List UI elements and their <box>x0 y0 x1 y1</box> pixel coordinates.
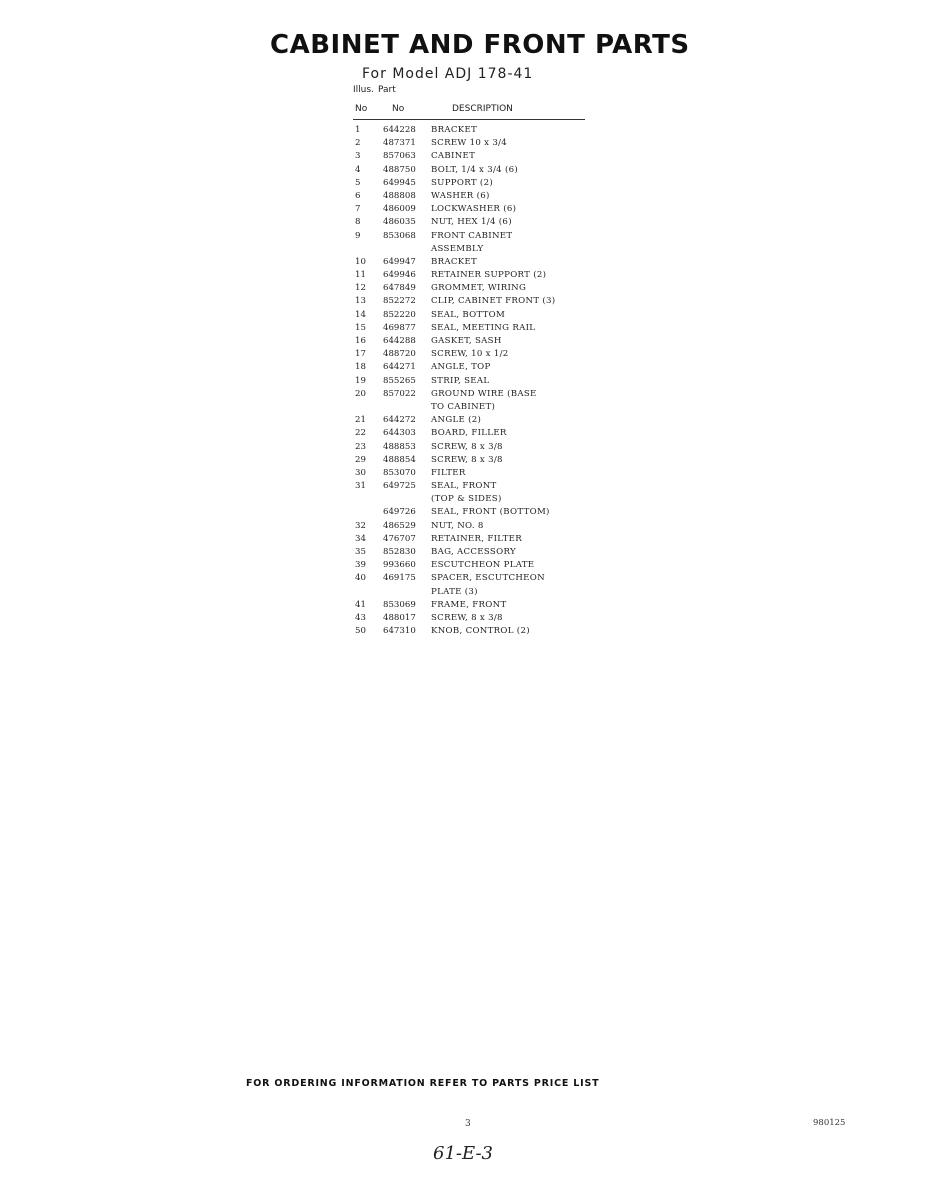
page-title: CABINET AND FRONT PARTS <box>270 30 690 60</box>
part-number: 487371 <box>383 138 416 149</box>
part-description: GROMMET, WIRING <box>431 283 527 294</box>
part-description: NUT, NO. 8 <box>431 520 484 531</box>
part-description: (TOP & SIDES) <box>431 494 502 505</box>
part-number: 649725 <box>383 481 416 492</box>
illus-number: 18 <box>355 362 366 373</box>
part-description: SPACER, ESCUTCHEON <box>431 573 545 584</box>
header-illus: Illus. <box>353 85 374 95</box>
part-description: SEAL, MEETING RAIL <box>431 322 536 333</box>
part-number: 488808 <box>383 190 416 201</box>
part-description: CLIP, CABINET FRONT (3) <box>431 296 556 307</box>
illus-number: 23 <box>355 441 366 452</box>
part-description: SCREW, 8 x 3/8 <box>431 454 503 465</box>
illus-number: 50 <box>355 626 366 637</box>
illus-number: 9 <box>355 230 361 241</box>
part-description: SEAL, FRONT <box>431 481 497 492</box>
illus-number: 10 <box>355 256 366 267</box>
part-number: 488720 <box>383 349 416 360</box>
illus-number: 15 <box>355 322 366 333</box>
part-description: FILTER <box>431 467 466 478</box>
part-description: SCREW 10 x 3/4 <box>431 138 508 149</box>
part-number: 644271 <box>383 362 416 373</box>
part-description: SCREW, 8 x 3/8 <box>431 612 503 623</box>
part-description: PLATE (3) <box>431 586 478 597</box>
part-description: SCREW, 10 x 1/2 <box>431 349 509 360</box>
part-description: ANGLE, TOP <box>431 362 491 373</box>
part-number: 852830 <box>383 547 416 557</box>
part-description: BAG, ACCESSORY <box>431 547 516 557</box>
illus-number: 21 <box>355 415 366 426</box>
illus-number: 22 <box>355 428 366 439</box>
part-description: BRACKET <box>431 125 478 135</box>
part-number: 469877 <box>383 322 416 333</box>
illus-number: 40 <box>355 573 366 584</box>
illus-number: 16 <box>355 336 366 346</box>
part-description: GASKET, SASH <box>431 336 502 346</box>
part-number: 486009 <box>383 204 416 215</box>
illus-number: 1 <box>355 125 361 135</box>
part-description: FRONT CABINET <box>431 230 513 241</box>
part-number: 852220 <box>383 309 416 320</box>
header-no-part: No <box>392 104 405 114</box>
header-description: DESCRIPTION <box>452 104 513 114</box>
illus-number: 39 <box>355 560 366 571</box>
illus-number: 6 <box>355 190 361 201</box>
illus-number: 31 <box>355 481 366 492</box>
part-number: 644228 <box>383 125 416 135</box>
part-description: BOLT, 1/4 x 3/4 (6) <box>431 164 519 175</box>
illus-number: 11 <box>355 270 366 281</box>
part-description: RETAINER SUPPORT (2) <box>431 270 547 281</box>
part-description: SUPPORT (2) <box>431 177 493 188</box>
part-number: 853070 <box>383 467 416 478</box>
illus-number: 14 <box>355 309 366 320</box>
part-description: SEAL, FRONT (BOTTOM) <box>431 507 550 518</box>
part-description: NUT, HEX 1/4 (6) <box>431 217 512 228</box>
part-number: 852272 <box>383 296 416 307</box>
header-no-illus: No <box>355 104 368 114</box>
illus-number: 7 <box>355 204 361 215</box>
part-number: 649945 <box>383 177 416 188</box>
part-description: ANGLE (2) <box>431 415 482 426</box>
part-description: BOARD, FILLER <box>431 428 507 439</box>
illus-number: 4 <box>355 164 361 175</box>
part-description: ESCUTCHEON PLATE <box>431 560 535 571</box>
illus-number: 12 <box>355 283 366 294</box>
part-description: LOCKWASHER (6) <box>431 204 517 215</box>
part-description: SCREW, 8 x 3/8 <box>431 441 503 452</box>
part-number: 857063 <box>383 151 416 162</box>
part-number: 476707 <box>383 533 416 544</box>
part-number: 649946 <box>383 270 416 281</box>
part-description: WASHER (6) <box>431 190 490 201</box>
part-number: 647310 <box>383 626 416 637</box>
illus-number: 8 <box>355 217 361 228</box>
part-number: 649726 <box>383 507 416 518</box>
illus-number: 41 <box>355 599 366 610</box>
illus-number: 3 <box>355 151 361 162</box>
part-description: FRAME, FRONT <box>431 599 507 610</box>
part-number: 857022 <box>383 388 416 399</box>
part-description: KNOB, CONTROL (2) <box>431 626 530 637</box>
illus-number: 43 <box>355 612 366 623</box>
illus-number: 20 <box>355 388 366 399</box>
header-rule <box>353 119 585 120</box>
part-description: BRACKET <box>431 256 478 267</box>
illus-number: 30 <box>355 467 366 478</box>
part-number: 647849 <box>383 283 416 294</box>
illus-number: 29 <box>355 454 366 465</box>
part-number: 488854 <box>383 454 416 465</box>
handwritten-note: 61-E-3 <box>433 1143 493 1164</box>
part-description: GROUND WIRE (BASE <box>431 388 537 399</box>
part-number: 644288 <box>383 336 416 346</box>
illus-number: 2 <box>355 138 361 149</box>
part-description: ASSEMBLY <box>431 243 484 254</box>
part-number: 469175 <box>383 573 416 584</box>
illus-number: 34 <box>355 533 366 544</box>
part-description: RETAINER, FILTER <box>431 533 522 544</box>
part-description: SEAL, BOTTOM <box>431 309 506 320</box>
illus-number: 32 <box>355 520 366 531</box>
part-number: 649947 <box>383 256 416 267</box>
part-number: 853069 <box>383 599 416 610</box>
part-number: 993660 <box>383 560 416 571</box>
illus-number: 13 <box>355 296 366 307</box>
part-description: TO CABINET) <box>431 401 496 412</box>
part-description: STRIP, SEAL <box>431 375 490 386</box>
illus-number: 19 <box>355 375 366 386</box>
model-line: For Model ADJ 178-41 <box>362 66 534 82</box>
part-number: 486035 <box>383 217 416 228</box>
part-number: 488750 <box>383 164 416 175</box>
part-number: 644272 <box>383 415 416 426</box>
footer-note: FOR ORDERING INFORMATION REFER TO PARTS PRICE LIST <box>246 1078 600 1089</box>
illus-number: 35 <box>355 547 366 557</box>
document-code: 980125 <box>813 1118 846 1128</box>
part-number: 488853 <box>383 441 416 452</box>
illus-number: 17 <box>355 349 366 360</box>
part-number: 486529 <box>383 520 416 531</box>
illus-number: 5 <box>355 177 361 188</box>
part-number: 488017 <box>383 612 416 623</box>
page-number: 3 <box>465 1119 471 1129</box>
part-number: 855265 <box>383 375 416 386</box>
part-number: 853068 <box>383 230 416 241</box>
part-description: CABINET <box>431 151 476 162</box>
part-number: 644303 <box>383 428 416 439</box>
header-part: Part <box>378 85 396 95</box>
